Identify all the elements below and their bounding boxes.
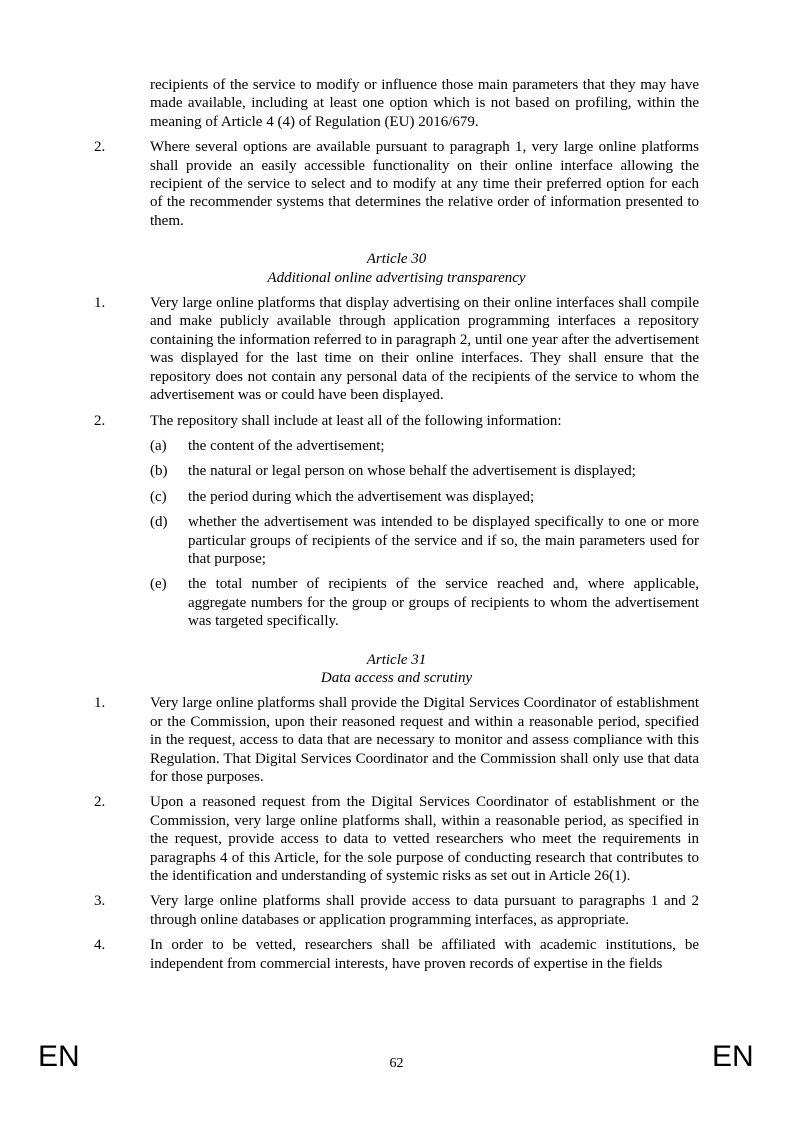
paragraph-text: In order to be vetted, researchers shall be affiliated with academic institutions, be independent from commercial interests, have proven records of expertise in the fields [150, 937, 699, 972]
language-marker-right: EN [712, 1040, 754, 1073]
paragraph-number: 2. [94, 412, 106, 429]
article-31-paragraph-3 [94, 892, 699, 929]
language-marker-left: EN [38, 1040, 80, 1073]
paragraph-text: Very large online platforms that display advertising on their online interfaces shall compile and make publicly available through application programming interfaces a repository containing the information referred to in paragraph 2, until one year after the advertisement was displayed for the last time on their online interfaces. They shall ensure that the repository does not contain any personal data of the recipients of the service to whom the advertisement was or could have been displayed. [150, 295, 699, 404]
intro-paragraph: recipients of the service to modify or influence those main parameters that they may have made available, including at least one option which is not based on profiling, within the meaning of Article 4 (4) of Regulation (EU) 2016/679. [150, 77, 699, 130]
article-title: Additional online advertising transparency [267, 269, 526, 286]
list-item-label: (e) [150, 576, 167, 593]
list-item-text: the natural or legal person on whose behalf the advertisement is displayed; [188, 463, 636, 480]
article-30-paragraph-2 [94, 412, 699, 430]
list-item-label: (a) [150, 437, 167, 454]
article-31-heading [94, 651, 699, 688]
article-31-paragraph-1 [94, 694, 699, 786]
paragraph-number: 2. [94, 139, 106, 156]
paragraph-number: 2. [94, 794, 106, 811]
article-title: Data access and scrutiny [320, 669, 473, 686]
list-item [150, 462, 699, 480]
paragraph-number: 4. [94, 937, 106, 954]
list-item [150, 437, 699, 455]
paragraph-text: Upon a reasoned request from the Digital Services Coordinator of establishment or the Commission, very large online platforms shall, within a reasonable period, as specified in the request, provide access to data to vetted researchers who meet the requirements in paragraphs 4 of this Article, for the sole purpose of conducting research that contributes to the identification and understanding of systemic risks as set out in Article 26(1). [150, 794, 699, 885]
list-item [150, 513, 699, 568]
article-30-paragraph-1 [94, 294, 699, 404]
article-number: Article 30 [366, 251, 427, 268]
article-31-paragraph-2 [94, 793, 699, 885]
list-item [150, 575, 699, 630]
list-item-label: (c) [150, 488, 167, 505]
paragraph-text: Where several options are available pursuant to paragraph 1, very large online platforms shall provide an easily accessible functionality on their online interface allowing the recipient of the service to select and to modify at any time their preferred option for each of the recommender systems that determines the relative order of information presented to them. [150, 139, 699, 229]
paragraph-text: Very large online platforms shall provide access to data pursuant to paragraphs 1 and 2 through online databases or application programming interfaces, as appropriate. [150, 893, 699, 928]
paragraph-text: Very large online platforms shall provide the Digital Services Coordinator of establishment or the Commission, upon their reasoned request and within a reasonable period, specified in the request, access to data that are necessary to monitor and assess compliance with this Regulation. That Digital Services Coordinator and the Commission shall only use that data for those purposes. [150, 695, 699, 785]
list-item-label: (b) [150, 463, 168, 480]
list-item-text: the content of the advertisement; [188, 437, 385, 454]
paragraph-number: 1. [94, 295, 106, 312]
list-item-text: the period during which the advertisement was displayed; [188, 488, 535, 505]
list-item-text: the total number of recipients of the service reached and, where applicable, aggregate numbers for the group or groups of recipients to whom the advertisement was targeted specifically. [188, 576, 699, 630]
list-item-text: whether the advertisement was intended to be displayed specifically to one or more particular groups of recipients of the service and if so, the main parameters used for that purpose; [188, 514, 699, 567]
list-item-label: (d) [150, 514, 168, 531]
article-31-paragraph-4 [94, 936, 699, 973]
paragraph-number: 1. [94, 695, 106, 712]
page-number: 62 [389, 1056, 404, 1071]
list-item [150, 488, 699, 506]
article-29-paragraph-2 [94, 138, 699, 230]
document-body [94, 76, 699, 980]
article-number: Article 31 [366, 651, 427, 668]
paragraph-number: 3. [94, 893, 106, 910]
paragraph-text: The repository shall include at least all of the following information: [150, 412, 562, 429]
article-30-heading [94, 250, 699, 287]
